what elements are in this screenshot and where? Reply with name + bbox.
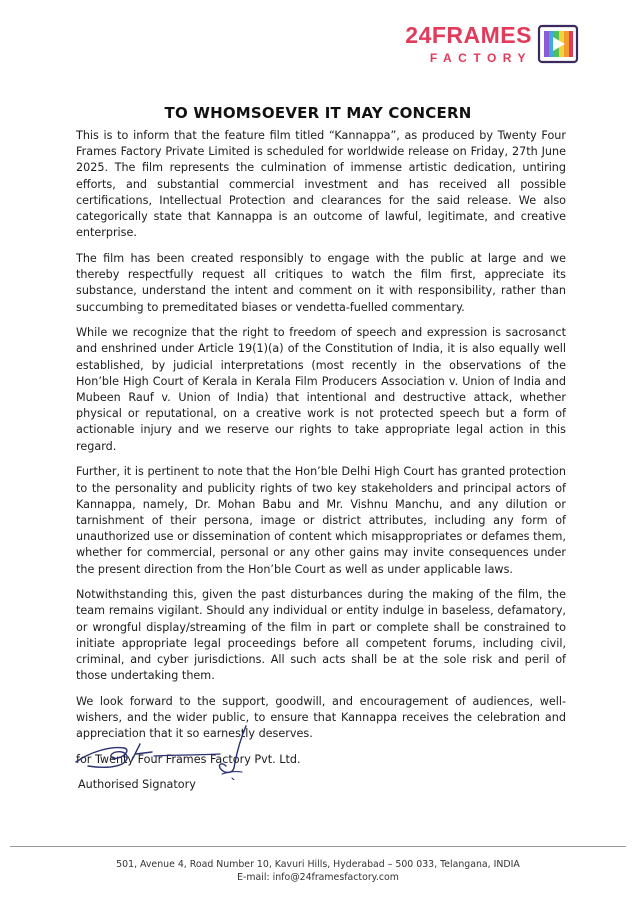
logo-line2: FACTORY	[429, 51, 532, 65]
paragraph-support: We look forward to the support, goodwill, and encouragement of audiences, well-wishers, and the wider public, to ensure that Kannappa receives the celebration and appreciation that it so earnestly deserves.	[76, 695, 566, 741]
film-frame-logo-icon	[536, 22, 580, 66]
closing-line: for Twenty Four Frames Factory Pvt. Ltd.	[76, 753, 301, 767]
handwritten-signature	[70, 722, 270, 780]
paragraph-personality-rights: Further, it is pertinent to note that the Hon’ble Delhi High Court has granted protection to the personality and publicity rights of two key stakeholders and principal actors of Kannappa, namely, Dr. Mohan Babu and Mr. Vishnu Manchu, and any dilution or tarnishment of their persona, image or district attributes, including any form of unauthorized use or dissemination of content which misappropriates or defames them, whether for commercial, personal or any other gains may invite consequences under the present direction from the Hon’ble Court as well as under applicable laws.	[76, 465, 566, 576]
letter-body	[76, 128, 566, 768]
footer-email: E-mail: info@24framesfactory.com	[237, 872, 399, 883]
paragraph-vigilance: Notwithstanding this, given the past disturbances during the making of the film, the team remains vigilant. Should any individual or entity indulge in baseless, defamatory, or wrongful display/streaming of the film in part or complete shall be constrained to initiate appropriate legal proceedings before all competent forums, including civil, criminal, and cyber jurisdictions. All such acts shall be at the sole risk and peril of those undertaking them.	[76, 588, 566, 683]
paragraph-request: The film has been created responsibly to engage with the public at large and we thereby respectfully request all critiques to watch the film first, appreciate its substance, understand the intent and comment on it with responsibility, rather than succumbing to premeditated biases or vendetta-fuelled commentary.	[76, 251, 566, 314]
footer-address: 501, Avenue 4, Road Number 10, Kavuri Hills, Hyderabad – 500 033, Telangana, INDIA	[116, 859, 520, 870]
document-title: TO WHOMSOEVER IT MAY CONCERN	[164, 104, 472, 122]
paragraph-free-speech: While we recognize that the right to freedom of speech and expression is sacrosanct and enshrined under Article 19(1)(a) of the Constitution of India, it is also equally well established, by judicial interpretations (most recently in the observations of the Hon’ble High Court of Kerala in Kerala Film Producers Association v. Union of India and Mubeen Rauf v. Union of India) that intentional and destructive attack, whether physical or reputational, on a creative work is not protected speech but a form of actionable injury and we reserve our rights to take appropriate legal action in this regard.	[76, 326, 566, 453]
company-logo	[400, 22, 590, 72]
logo-line1: 24FRAMES	[405, 22, 532, 48]
authorised-signatory-label: Authorised Signatory	[78, 778, 196, 791]
footer-divider	[10, 846, 626, 847]
paragraph-release: This is to inform that the feature film titled “Kannappa”, as produced by Twenty Four Frames Factory Private Limited is scheduled for worldwide release on Friday, 27th June 2025. The film represents the culmination of immense artistic dedication, untiring efforts, and substantial commercial investment and has received all possible certifications, Intellectual Protection and clearances for the said release. We also categorically state that Kannappa is an outcome of lawful, legitimate, and creative enterprise.	[76, 129, 566, 240]
logo-wordmark	[400, 22, 532, 66]
footer	[0, 858, 636, 884]
